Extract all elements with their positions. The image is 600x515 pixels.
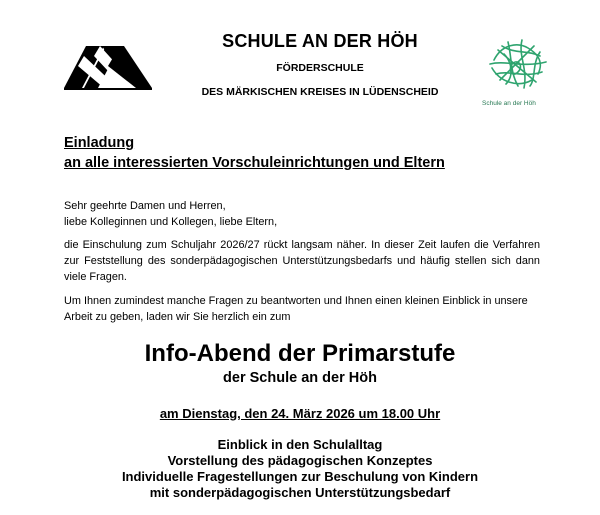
- salutation-line-1: Sehr geehrte Damen und Herren,: [64, 200, 226, 212]
- salutation-line-2: liebe Kolleginnen und Kollegen, liebe Eltern,: [64, 216, 278, 228]
- logo-caption: Schule an der Höh: [482, 100, 536, 107]
- body-paragraph-1: die Einschulung zum Schuljahr 2026/27 rückt langsam näher. In dieser Zeit laufen die Verfahren zur Feststellung des sonderpädagogischen Unterstützungsbedarfs und häufig stellen sich dann viele Fragen.: [64, 239, 540, 283]
- salutation: [64, 198, 540, 230]
- school-type: FÖRDERSCHULE: [276, 62, 364, 74]
- school-chevron-logo: [64, 42, 152, 90]
- event-title: Info-Abend der Primarstufe: [144, 340, 456, 367]
- green-scribble-icon: [488, 38, 548, 90]
- event-date: am Dienstag, den 24. März 2026 um 18.00 Uhr: [159, 406, 441, 421]
- invitation-audience: an alle interessierten Vorschuleinrichtungen und Eltern: [64, 155, 445, 171]
- agenda-item: mit sonderpädagogischen Unterstützungsbedarf: [149, 485, 451, 500]
- agenda-item: Einblick in den Schulalltag: [217, 437, 383, 452]
- invitation-heading: Einladung: [64, 135, 135, 151]
- agenda-item: Individuelle Fragestellungen zur Beschulung von Kindern: [121, 469, 479, 484]
- event-subtitle: der Schule an der Höh: [223, 370, 377, 386]
- school-green-logo: [482, 38, 556, 110]
- school-name: SCHULE AN DER HÖH: [222, 31, 418, 51]
- school-district: DES MÄRKISCHEN KREISES IN LÜDENSCHEID: [201, 86, 439, 98]
- agenda-item: Vorstellung des pädagogischen Konzeptes: [167, 453, 433, 468]
- agenda-list: [0, 437, 600, 501]
- body-paragraph-2: Um Ihnen zumindest manche Fragen zu beantworten und Ihnen einen kleinen Einblick in unsere Arbeit zu geben, laden wir Sie herzlich ein zum: [64, 295, 528, 323]
